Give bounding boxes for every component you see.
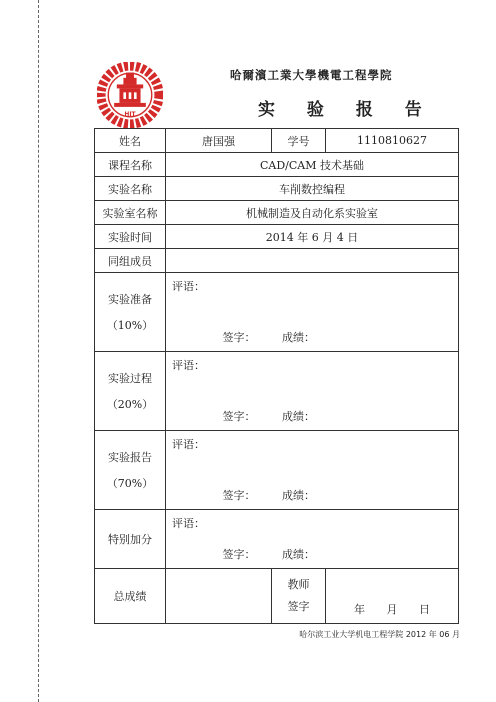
row-lab — [95, 201, 459, 225]
course-value[interactable]: CAD/CAM 技术基础 — [166, 153, 459, 177]
section-report-label — [95, 431, 166, 510]
section-prep-label — [95, 273, 166, 352]
name-label: 姓名 — [95, 129, 166, 153]
experiment-value[interactable]: 车削数控编程 — [166, 177, 459, 201]
group-value[interactable] — [166, 249, 459, 273]
total-value[interactable] — [166, 569, 272, 624]
row-time — [95, 225, 459, 249]
row-experiment — [95, 177, 459, 201]
course-label: 课程名称 — [95, 153, 166, 177]
university-seal-logo — [97, 62, 163, 128]
section-bonus-eval[interactable] — [166, 510, 459, 569]
sign-label: 签字： — [222, 489, 256, 502]
section-name: 实验准备 — [108, 293, 152, 306]
sign-score-row — [196, 546, 315, 562]
score-label: 成绩： — [282, 489, 315, 502]
teacher-line2: 签字 — [287, 600, 310, 613]
group-label: 同组成员 — [95, 249, 166, 273]
score-label: 成绩： — [282, 410, 315, 423]
section-name: 实验过程 — [108, 372, 152, 385]
row-total — [95, 569, 459, 624]
name-value[interactable]: 唐国强 — [166, 129, 272, 153]
section-process-label — [95, 352, 166, 431]
time-value[interactable]: 2014 年 6 月 4 日 — [166, 225, 459, 249]
section-pct: （70%） — [106, 477, 154, 490]
row-bonus — [95, 510, 459, 569]
report-title: 实 验 报 告 — [258, 100, 435, 120]
comment-label: 评语： — [172, 359, 205, 372]
student-id-label: 学号 — [272, 129, 326, 153]
sign-label: 签字： — [222, 548, 256, 561]
sign-score-row — [196, 329, 315, 345]
student-id-value[interactable]: 1110810627 — [326, 129, 459, 153]
row-group — [95, 249, 459, 273]
comment-label: 评语： — [172, 517, 205, 530]
sign-score-row — [196, 487, 315, 503]
total-label: 总成绩 — [95, 569, 166, 624]
sign-label: 签字： — [222, 331, 256, 344]
footer-text: 哈尔滨工业大学机电工程学院 2012 年 06 月 — [299, 630, 460, 639]
teacher-sign-date[interactable]: 年 月 日 — [326, 569, 459, 624]
score-label: 成绩： — [282, 331, 315, 344]
section-process-eval[interactable] — [166, 352, 459, 431]
lab-label: 实验室名称 — [95, 201, 166, 225]
row-course — [95, 153, 459, 177]
sign-label: 签字： — [222, 410, 256, 423]
section-prep-eval[interactable] — [166, 273, 459, 352]
section-pct: （20%） — [106, 398, 154, 411]
section-name: 特别加分 — [108, 533, 152, 546]
section-report-eval[interactable] — [166, 431, 459, 510]
section-pct: （10%） — [106, 319, 154, 332]
svg-text:HIT: HIT — [124, 111, 136, 119]
sign-score-row — [196, 408, 315, 424]
school-name: 哈爾濱工業大學機電工程學院 — [230, 68, 393, 82]
section-name: 实验报告 — [108, 451, 152, 464]
row-report — [95, 431, 459, 510]
experiment-report-form — [94, 128, 459, 624]
experiment-label: 实验名称 — [95, 177, 166, 201]
comment-label: 评语： — [172, 438, 205, 451]
teacher-line1: 教师 — [287, 578, 310, 591]
binding-dashed-line — [38, 0, 39, 702]
lab-value[interactable]: 机械制造及自动化系实验室 — [166, 201, 459, 225]
row-name — [95, 129, 459, 153]
row-process — [95, 352, 459, 431]
row-prep — [95, 273, 459, 352]
teacher-sign-label — [272, 569, 326, 624]
section-bonus-label — [95, 510, 166, 569]
comment-label: 评语： — [172, 280, 205, 293]
time-label: 实验时间 — [95, 225, 166, 249]
score-label: 成绩： — [282, 548, 315, 561]
